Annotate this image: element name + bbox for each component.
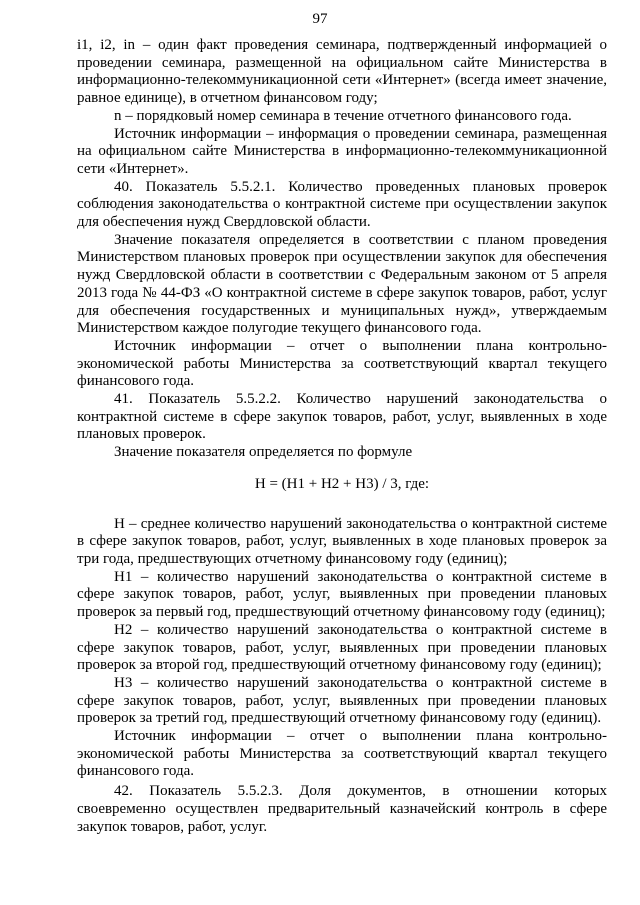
paragraph-source-report-1: Источник информации – отчет о выполнении плана контрольно-экономической работы Министерства за соответствующий квартал текущего финансового года. bbox=[77, 337, 607, 390]
paragraph-n-definition: n – порядковый номер семинара в течение отчетного финансового года. bbox=[114, 107, 572, 124]
paragraph-i-definition: i1, i2, in – один факт проведения семинара, подтвержденный информацией о проведении семинара, размещенной на официальном сайте Министерства в информационно-телекоммуникационной сети «Интернет» (всегда имеет значение, равное единице), в отчетном финансовом году; bbox=[77, 37, 607, 107]
paragraph-indicator-42: 42. Показатель 5.5.2.3. Доля документов, в отношении которых своевременно осуществлен предварительный казначейский контроль в сфере закупок товаров, работ, услуг. bbox=[77, 783, 607, 835]
document-body bbox=[77, 37, 607, 836]
page-number: 97 bbox=[312, 11, 328, 27]
definition-h3: Н3 – количество нарушений законодательства о контрактной системе в сфере закупок товаров, работ, услуг, выявленных при проведении плановых проверок за третий год, предшествующий отчетному финансовому году (единиц). bbox=[77, 674, 607, 727]
paragraph-source-seminar: Источник информации – информация о проведении семинара, размещенная на официальном сайте Министерства в информационно-телекоммуникационной сети «Интернет». bbox=[77, 125, 607, 177]
formula: Н = (Н1 + Н2 + Н3) / 3, где: bbox=[254, 475, 430, 492]
paragraph-indicator-40-value: Значение показателя определяется в соответствии с планом проведения Министерством плановых проверок при осуществлении закупок для обеспечения нужд Свердловской области в соответствии с Федеральным законом от 5 апреля 2013 года № 44-ФЗ «О контрактной системе в сфере закупок товаров, работ, услуг для обеспечения государственных и муниципальных нужд», утверждаемым Министерством каждое полугодие текущего финансового года. bbox=[77, 231, 607, 337]
definition-h1: Н1 – количество нарушений законодательства о контрактной системе в сфере закупок товаров, работ, услуг, выявленных при проведении плановых проверок за первый год, предшествующий отчетному финансовому году (единиц); bbox=[77, 568, 607, 621]
definition-h2: Н2 – количество нарушений законодательства о контрактной системе в сфере закупок товаров, работ, услуг, выявленных при проведении плановых проверок за второй год, предшествующий отчетному финансовому году (единиц); bbox=[77, 621, 607, 674]
paragraph-source-report-2: Источник информации – отчет о выполнении плана контрольно-экономической работы Министерства за соответствующий квартал текущего финансового года. bbox=[77, 728, 607, 780]
paragraph-formula-intro: Значение показателя определяется по формуле bbox=[114, 444, 413, 461]
paragraph-indicator-41: 41. Показатель 5.5.2.2. Количество нарушений законодательства о контрактной системе в сфере закупок товаров, работ, услуг, выявленных в ходе плановых проверок. bbox=[77, 391, 607, 443]
paragraph-indicator-40: 40. Показатель 5.5.2.1. Количество проведенных плановых проверок соблюдения законодательства о контрактной системе при осуществлении закупок для обеспечения нужд Свердловской области. bbox=[77, 178, 607, 231]
definition-h: Н – среднее количество нарушений законодательства о контрактной системе в сфере закупок товаров, работ, услуг, выявленных в ходе плановых проверок за три года, предшествующих отчетному финансовому году (единиц); bbox=[77, 515, 607, 567]
